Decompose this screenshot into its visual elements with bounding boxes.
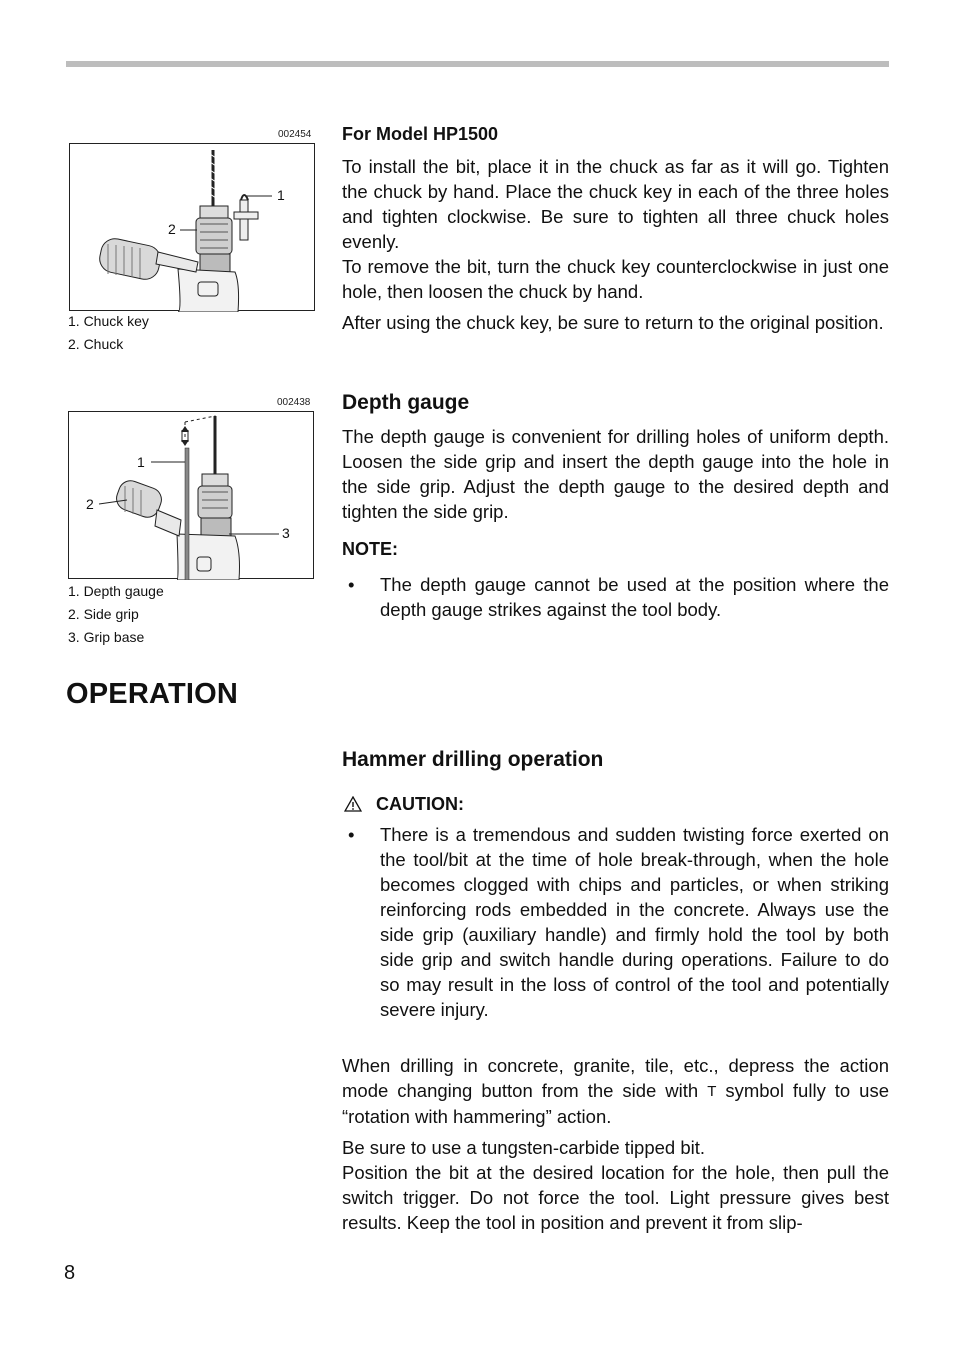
legend-item: 1. Depth gauge [68, 583, 164, 599]
bullet-dot: • [348, 574, 355, 595]
section-title-operation: OPERATION [66, 678, 239, 710]
model-heading: For Model HP1500 [342, 124, 499, 144]
bullet-text: There is a tremendous and sudden twisting force exerted on the tool/bit at the time of hole break-through, when the hole becomes clogged with chips and particles, or when striking reinforcing rods embedded in the concrete. Always use the side grip (auxiliary handle) and firmly hold the tool by both side grip and switch handle during operations. Failure to do so may result in the loss of control of the tool and potentially severe injury. [380, 824, 889, 1020]
bullet-dot: • [348, 824, 355, 845]
model-paragraphs [342, 154, 889, 304]
paragraph: Be sure to use a tungsten-carbide tipped bit. [342, 1137, 706, 1158]
top-rule [66, 61, 889, 67]
figure1-code: 002454 [278, 129, 312, 140]
bullet-text: The depth gauge cannot be used at the position where the depth gauge strikes against the tool body. [380, 574, 889, 620]
figure2-depth-gauge-illustration [68, 411, 314, 579]
paragraph: Position the bit at the desired location for the hole, then pull the switch trigger. Do not force the tool. Light pressure gives best results. Keep the tool in position and prevent it from slip- [342, 1162, 889, 1233]
hammer-symbol-icon: T [707, 1083, 717, 1100]
paragraph: After using the chuck key, be sure to return to the original position. [342, 312, 884, 333]
note-bullet [342, 572, 889, 622]
paragraph: To install the bit, place it in the chuck as far as it will go. Tighten the chuck by hand. Place the chuck key in each of the three holes and tighten clockwise. Be sure to tighten all three chuck holes evenly. [342, 156, 889, 252]
warning-triangle-icon [344, 796, 362, 817]
caution-label: CAUTION: [376, 794, 464, 814]
legend-item: 2. Chuck [68, 336, 124, 352]
page-number: 8 [64, 1262, 76, 1284]
figure2-callout-1: 1 [137, 454, 145, 470]
note-label: NOTE: [342, 539, 398, 559]
figure2-code: 002438 [277, 397, 311, 408]
drill-chuck-key-drawing [70, 144, 316, 312]
figure2-callout-3: 3 [282, 525, 290, 541]
drill-depth-gauge-drawing [69, 412, 315, 580]
depth-gauge-heading: Depth gauge [342, 391, 470, 414]
caution-heading [344, 794, 464, 817]
figure1-callout-1: 1 [277, 187, 285, 203]
legend-item: 3. Grip base [68, 629, 145, 645]
text-run: When drilling in concrete, granite, tile, etc., depress the action mode changing button from the side with [342, 1055, 889, 1101]
legend-item: 2. Side grip [68, 606, 139, 622]
hammer-paragraphs [342, 1135, 889, 1235]
caution-bullet [342, 822, 889, 1022]
paragraph: To remove the bit, turn the chuck key counterclockwise in just one hole, then loosen the chuck by hand. [342, 256, 889, 302]
depth-gauge-paragraph [342, 424, 889, 524]
hammer-paragraph-1 [342, 1053, 889, 1129]
model-paragraph-3 [342, 310, 889, 335]
figure2-callout-2: 2 [86, 496, 94, 512]
hammer-heading: Hammer drilling operation [342, 748, 604, 771]
text-run: symbol fully to use “rotation with hammering” action. [342, 1080, 890, 1127]
figure1-chuck-key-illustration [69, 143, 315, 311]
figure1-legend [68, 310, 149, 356]
figure1-callout-2: 2 [168, 221, 176, 237]
figure2-legend [68, 580, 164, 649]
paragraph: The depth gauge is convenient for drilling holes of uniform depth. Loosen the side grip and insert the depth gauge into the hole in the side grip. Adjust the depth gauge to the desired depth and tighten the side grip. [342, 426, 889, 522]
legend-item: 1. Chuck key [68, 313, 149, 329]
